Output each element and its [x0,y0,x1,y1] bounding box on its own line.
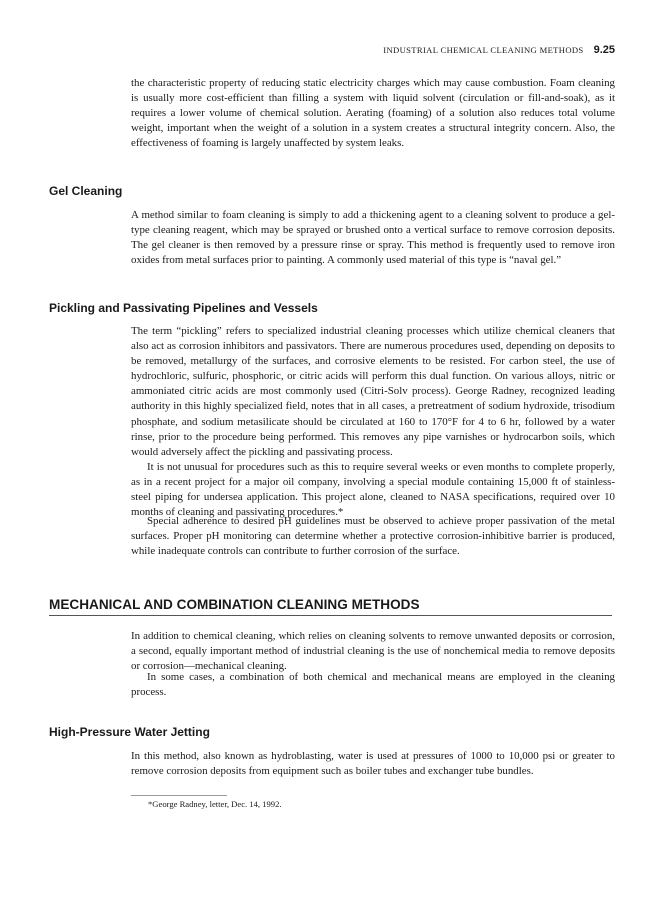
running-header [131,44,615,56]
water-jetting-paragraph: In this method, also known as hydroblasting, water is used at pressures of 1000 to 10,000 psi or greater to remove corrosion deposits from equipment such as boiler tubes and exchanger tube bundles. [131,750,615,778]
mechanical-paragraph-1: In addition to chemical cleaning, which relies on cleaning solvents to remove unwanted deposits or corrosion, a second, equally important method of industrial cleaning is the use of nonchemical media to remove deposits or corrosion—mechanical cleaning. [131,630,615,673]
gel-cleaning-paragraph: A method similar to foam cleaning is simply to add a thickening agent to a cleaning solvent to produce a gel-type cleaning reagent, which may be sprayed or brushed onto a vertical surface to remove corrosion deposits. The gel cleaner is then removed by a pressure rinse or spray. This method is frequently used to remove iron oxides from metal surfaces prior to painting. A commonly used material of this type is “naval gel.” [131,209,615,267]
gel-cleaning-heading: Gel Cleaning [49,184,123,198]
water-jetting-heading: High-Pressure Water Jetting [49,725,210,739]
footnote-rule [131,795,227,796]
page-number: 9.25 [593,44,615,56]
intro-paragraph: the characteristic property of reducing static electricity charges which may cause combustion. Foam cleaning is usually more cost-efficient than filling a system with liquid solvent (circulation or fill-and-soak), as it requires a lower volume of chemical solution. Aerating (foaming) of a solution also reduces total volume weight, important when the weight of a solution in a system creates a structural integrity concern. Also, the effectiveness of foaming is largely unaffected by system leaks. [131,77,615,150]
footnote: *George Radney, letter, Dec. 14, 1992. [148,799,282,809]
mechanical-cleaning-heading: MECHANICAL AND COMBINATION CLEANING METHODS [49,597,612,616]
pickling-paragraph-1: The term “pickling” refers to specialized industrial cleaning processes which utilize chemical cleaners that also act as corrosion inhibitors and passivators. There are numerous procedures used, depending on deposits to be removed, metallurgy of the surfaces, and corrosive elements to be resisted. For carbon steel, the use of hydrochloric, sulfuric, phosphoric, or citric acids will perform this dual function. On various alloys, nitric or ammoniated citric acids are most commonly used (Citri-Solv process). George Radney, recognized leading authority in this highly specialized field, notes that in all cases, a pretreatment of sodium hydroxide, trisodium phosphate, and sodium metasilicate should be circulated at 160 to 170°F for 4 to 6 hr, followed by a water rinse, prior to the procedure being performed. This removes any pipe varnishes or hydrocarbon soils, which would adversely affect the pickling and passivating process. [131,325,615,458]
mechanical-paragraph-2: In some cases, a combination of both chemical and mechanical means are employed in the cleaning process. [131,671,615,699]
pickling-paragraph-3: Special adherence to desired pH guidelines must be observed to achieve proper passivation of the metal surfaces. Proper pH monitoring can determine whether a protective corrosion-inhibitive barrier is produced, while inadequate controls can contribute to further corrosion of the surface. [131,515,615,558]
running-head-title: INDUSTRIAL CHEMICAL CLEANING METHODS [383,45,584,55]
pickling-paragraph-2: It is not unusual for procedures such as this to require several weeks or even months to complete properly, as in a recent project for a major oil company, involving a special module containing 15,000 ft of stainless-steel piping for undersea application. This project alone, cleaned to NASA specifications, required over 10 months of cleaning and passivating procedures.* [131,461,615,519]
pickling-heading: Pickling and Passivating Pipelines and Vessels [49,301,318,315]
